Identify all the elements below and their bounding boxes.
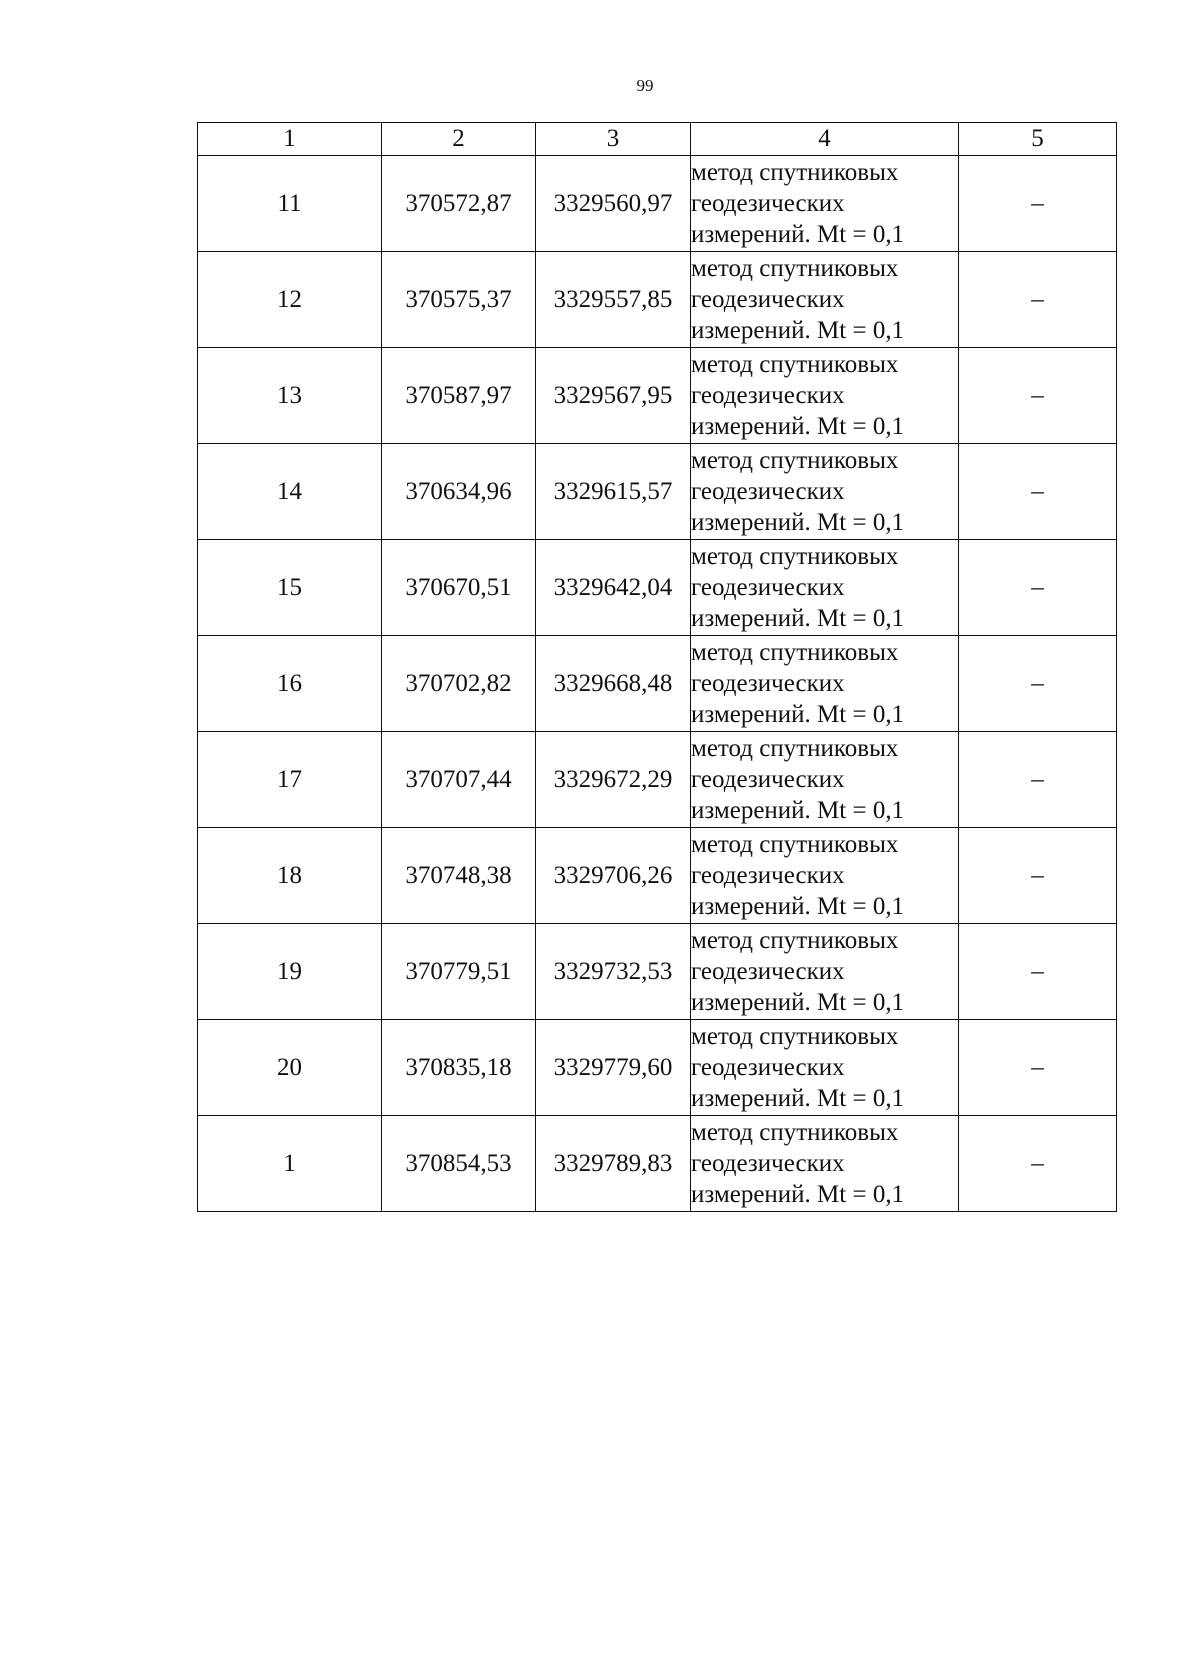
method-line: метод спутниковых <box>691 1119 899 1146</box>
table-row <box>198 1020 1117 1116</box>
method-line: геодезических <box>691 1150 845 1177</box>
point-number-cell: 15 <box>198 540 382 636</box>
table-row <box>198 156 1117 252</box>
method-cell <box>691 924 959 1020</box>
table-row <box>198 732 1117 828</box>
extra-cell: – <box>959 348 1117 444</box>
method-cell <box>691 444 959 540</box>
extra-cell: – <box>959 156 1117 252</box>
header-col-1: 1 <box>198 123 382 156</box>
y-coordinate-cell: 3329642,04 <box>536 540 691 636</box>
method-line: метод спутниковых <box>691 735 899 762</box>
x-coordinate-cell: 370587,97 <box>382 348 536 444</box>
extra-cell: – <box>959 444 1117 540</box>
extra-cell: – <box>959 828 1117 924</box>
table-row <box>198 540 1117 636</box>
method-line: метод спутниковых <box>691 447 899 474</box>
table-row <box>198 252 1117 348</box>
method-line: метод спутниковых <box>691 255 899 282</box>
extra-cell: – <box>959 924 1117 1020</box>
method-line: метод спутниковых <box>691 351 899 378</box>
method-line: геодезических <box>691 478 845 505</box>
method-line: геодезических <box>691 670 845 697</box>
method-line: метод спутниковых <box>691 831 899 858</box>
y-coordinate-cell: 3329560,97 <box>536 156 691 252</box>
y-coordinate-cell: 3329557,85 <box>536 252 691 348</box>
method-cell <box>691 348 959 444</box>
x-coordinate-cell: 370854,53 <box>382 1116 536 1212</box>
y-coordinate-cell: 3329706,26 <box>536 828 691 924</box>
table-row <box>198 828 1117 924</box>
x-coordinate-cell: 370575,37 <box>382 252 536 348</box>
method-cell <box>691 732 959 828</box>
x-coordinate-cell: 370702,82 <box>382 636 536 732</box>
point-number-cell: 11 <box>198 156 382 252</box>
method-line: метод спутниковых <box>691 1023 899 1050</box>
table-row <box>198 444 1117 540</box>
table-body <box>198 156 1117 1212</box>
method-line: метод спутниковых <box>691 639 899 666</box>
extra-cell: – <box>959 1116 1117 1212</box>
extra-cell: – <box>959 252 1117 348</box>
method-line: геодезических <box>691 190 845 217</box>
method-cell <box>691 636 959 732</box>
method-line: геодезических <box>691 862 845 889</box>
method-line: геодезических <box>691 382 845 409</box>
method-line: геодезических <box>691 574 845 601</box>
method-line: метод спутниковых <box>691 543 899 570</box>
extra-cell: – <box>959 732 1117 828</box>
method-line: измерений. Mt = 0,1 <box>691 413 905 440</box>
x-coordinate-cell: 370670,51 <box>382 540 536 636</box>
method-line: измерений. Mt = 0,1 <box>691 221 905 248</box>
extra-cell: – <box>959 636 1117 732</box>
method-cell <box>691 828 959 924</box>
method-line: метод спутниковых <box>691 159 899 186</box>
table-row <box>198 924 1117 1020</box>
point-number-cell: 16 <box>198 636 382 732</box>
y-coordinate-cell: 3329615,57 <box>536 444 691 540</box>
point-number-cell: 1 <box>198 1116 382 1212</box>
header-col-3: 3 <box>536 123 691 156</box>
table-row <box>198 636 1117 732</box>
x-coordinate-cell: 370835,18 <box>382 1020 536 1116</box>
y-coordinate-cell: 3329732,53 <box>536 924 691 1020</box>
point-number-cell: 18 <box>198 828 382 924</box>
point-number-cell: 13 <box>198 348 382 444</box>
x-coordinate-cell: 370634,96 <box>382 444 536 540</box>
method-cell <box>691 1116 959 1212</box>
method-line: геодезических <box>691 766 845 793</box>
method-line: измерений. Mt = 0,1 <box>691 797 905 824</box>
point-number-cell: 12 <box>198 252 382 348</box>
method-line: метод спутниковых <box>691 927 899 954</box>
method-line: измерений. Mt = 0,1 <box>691 1085 905 1112</box>
y-coordinate-cell: 3329668,48 <box>536 636 691 732</box>
method-line: геодезических <box>691 286 845 313</box>
y-coordinate-cell: 3329672,29 <box>536 732 691 828</box>
y-coordinate-cell: 3329779,60 <box>536 1020 691 1116</box>
table-row <box>198 348 1117 444</box>
method-cell <box>691 252 959 348</box>
coordinates-table <box>197 122 1117 1212</box>
point-number-cell: 17 <box>198 732 382 828</box>
y-coordinate-cell: 3329789,83 <box>536 1116 691 1212</box>
method-cell <box>691 1020 959 1116</box>
method-line: измерений. Mt = 0,1 <box>691 1181 905 1208</box>
method-line: измерений. Mt = 0,1 <box>691 509 905 536</box>
method-line: измерений. Mt = 0,1 <box>691 893 905 920</box>
extra-cell: – <box>959 1020 1117 1116</box>
method-cell <box>691 540 959 636</box>
x-coordinate-cell: 370572,87 <box>382 156 536 252</box>
x-coordinate-cell: 370779,51 <box>382 924 536 1020</box>
method-line: измерений. Mt = 0,1 <box>691 317 905 344</box>
point-number-cell: 14 <box>198 444 382 540</box>
x-coordinate-cell: 370748,38 <box>382 828 536 924</box>
page-number: 99 <box>636 76 654 95</box>
x-coordinate-cell: 370707,44 <box>382 732 536 828</box>
method-line: измерений. Mt = 0,1 <box>691 701 905 728</box>
point-number-cell: 20 <box>198 1020 382 1116</box>
method-line: геодезических <box>691 958 845 985</box>
method-cell <box>691 156 959 252</box>
table-header-row <box>198 123 1117 156</box>
y-coordinate-cell: 3329567,95 <box>536 348 691 444</box>
method-line: измерений. Mt = 0,1 <box>691 605 905 632</box>
header-col-5: 5 <box>959 123 1117 156</box>
method-line: геодезических <box>691 1054 845 1081</box>
extra-cell: – <box>959 540 1117 636</box>
table-row <box>198 1116 1117 1212</box>
method-line: измерений. Mt = 0,1 <box>691 989 905 1016</box>
header-col-4: 4 <box>691 123 959 156</box>
point-number-cell: 19 <box>198 924 382 1020</box>
header-col-2: 2 <box>382 123 536 156</box>
